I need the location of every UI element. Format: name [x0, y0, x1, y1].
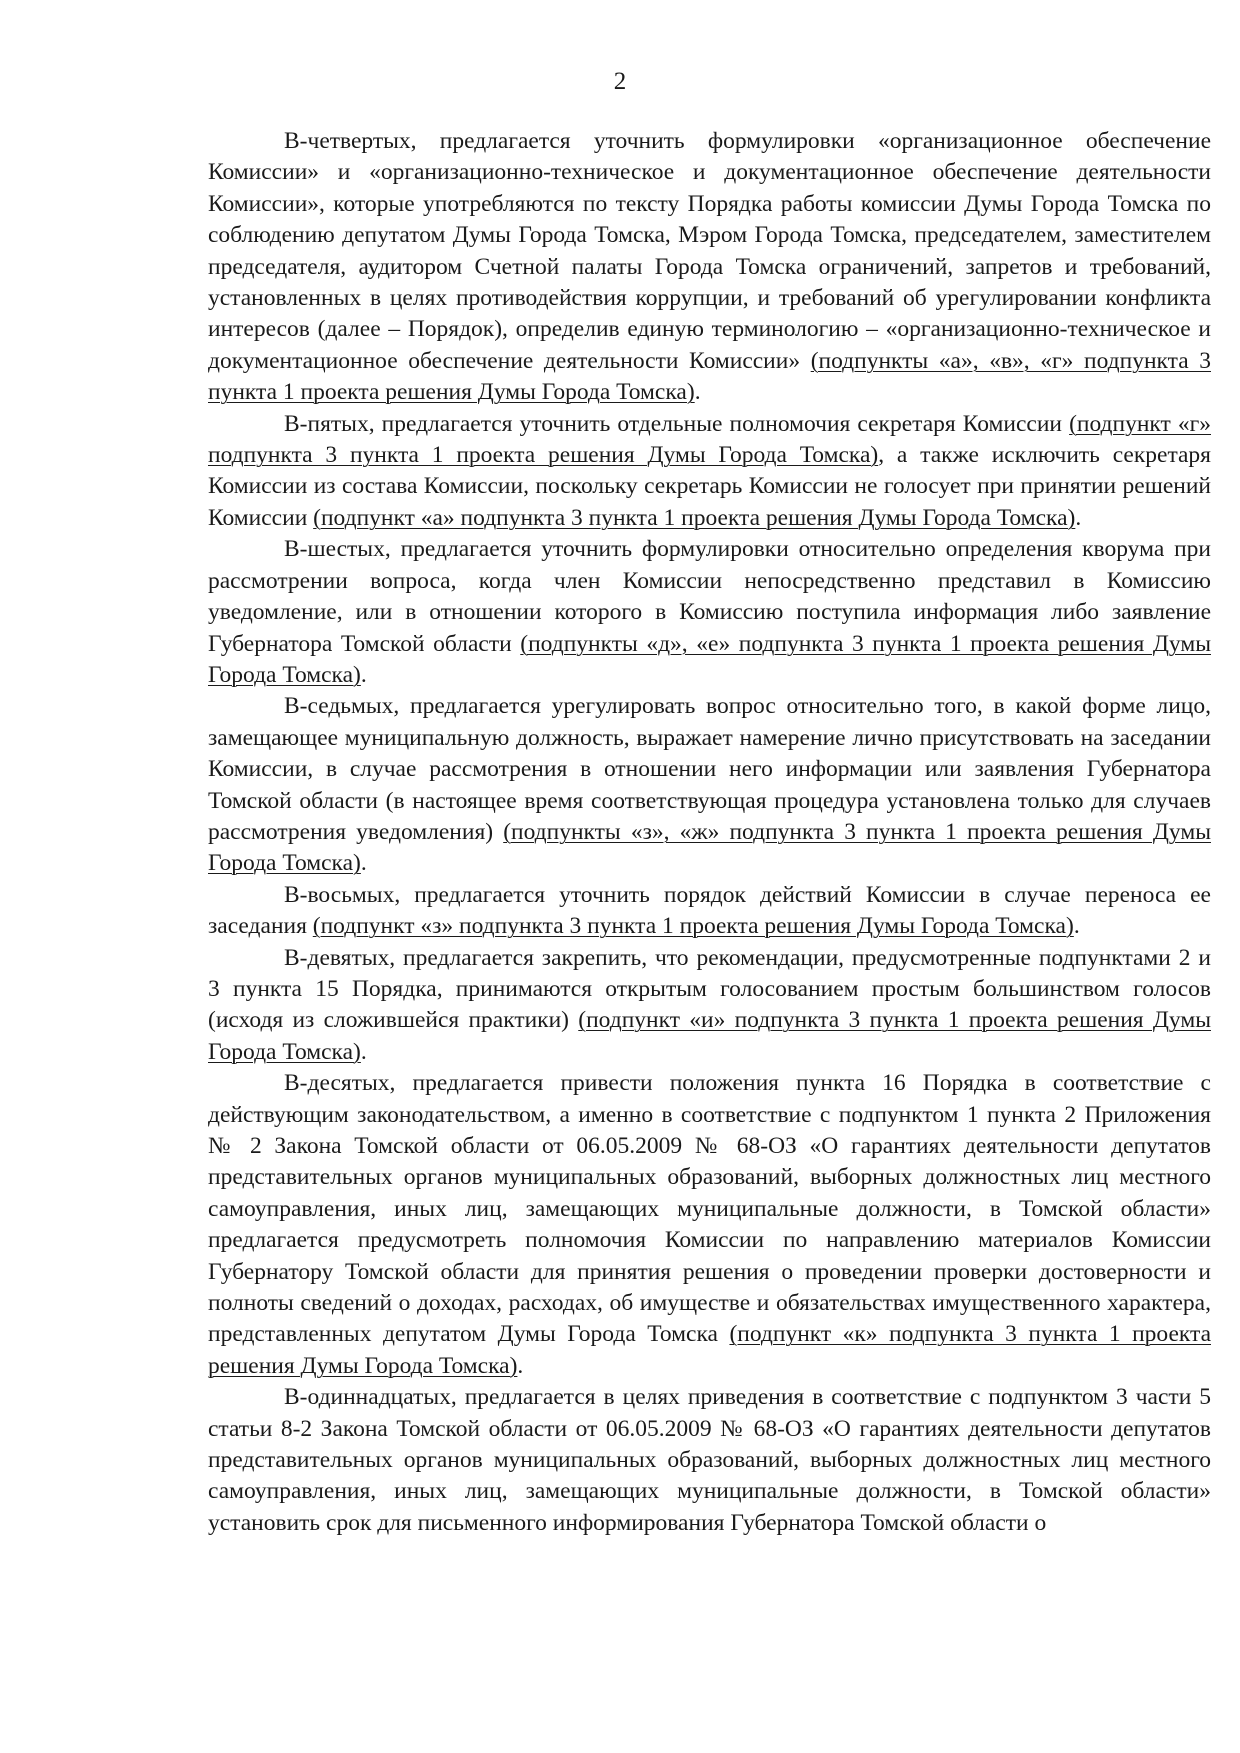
paragraph-text: В-пятых, предлагается уточнить отдельные полномочия секретаря Комиссии [284, 410, 1070, 437]
paragraph-ninth [208, 943, 1211, 1069]
paragraph-tenth [208, 1068, 1211, 1382]
paragraph-eleventh [208, 1382, 1211, 1539]
paragraph-text: В-одиннадцатых, предлагается в целях приведения в соответствие с подпунктом 3 части 5 статьи 8-2 Закона Томской области от 06.05.2009 № 68-ОЗ «О гарантиях деятельности депутатов представительных органов муниципальных образований, выборных должностных лиц местного самоуправления, иных лиц, замещающих муниципальные должности, в Томской области» установить срок для письменного информирования Губернатора Томской области о [208, 1384, 1211, 1536]
paragraph-fourth [208, 126, 1211, 409]
reference-underlined: (подпункт «и» подпункта 3 пункта 1 проекта решения Думы Города Томска) [208, 1007, 1211, 1065]
paragraph-tail: . [360, 850, 367, 877]
paragraph-eighth [208, 880, 1211, 943]
reference-underlined: (подпункт «к» подпункта 3 пункта 1 проекта решения Думы Города Томска) [208, 1321, 1211, 1379]
paragraph-seventh [208, 691, 1211, 879]
paragraph-tail: . [694, 379, 701, 406]
document-body [208, 126, 1211, 1539]
page-number: 2 [613, 68, 627, 95]
reference-underlined: (подпункт «з» подпункта 3 пункта 1 проекта решения Думы Города Томска) [312, 913, 1074, 940]
reference-underlined: (подпункты «з», «ж» подпункта 3 пункта 1 проекта решения Думы Города Томска) [208, 818, 1211, 877]
paragraph-text: В-девятых, предлагается закрепить, что рекомендации, предусмотренные подпунктами 2 и 3 пункта 15 Порядка, принимаются открытым голосованием простым большинством голосов (исходя из сложившейся практики) [208, 944, 1211, 1034]
paragraph-text: В-седьмых, предлагается урегулировать вопрос относительно того, в какой форме лицо, замещающее муниципальную должность, выражает намерение лично присутствовать на заседании Комиссии, в случае рассмотрения в отношении него информации или заявления Губернатора Томской области (в настоящее время соответствующая процедура установлена только для случаев рассмотрения уведомления) [208, 693, 1211, 845]
paragraph-fifth [208, 409, 1211, 535]
reference-underlined: (подпункты «а», «в», «г» подпункта 3 пункта 1 проекта решения Думы Города Томска) [208, 347, 1211, 406]
reference-underlined: (подпункт «г» подпункта 3 пункта 1 проекта решения Думы Города Томска) [208, 410, 1211, 469]
paragraph-text: В-десятых, предлагается привести положения пункта 16 Порядка в соответствие с действующим законодательством, а именно в соответствие с подпунктом 1 пункта 2 Приложения № 2 Закона Томской области от 06.05.2009 № 68-ОЗ «О гарантиях деятельности депутатов представительных органов муниципальных образований, выборных должностных лиц местного самоуправления, иных лиц, замещающих муниципальные должности, в Томской области» предлагается предусмотреть полномочия Комиссии по направлению материалов Комиссии Губернатору Томской области для принятия решения о проведении проверки достоверности и полноты сведений о доходах, расходах, об имуществе и обязательствах имущественного характера, представленных депутатом Думы Города Томска [208, 1070, 1211, 1348]
paragraph-text: В-шестых, предлагается уточнить формулировки относительно определения кворума при рассмотрении вопроса, когда член Комиссии непосредственно представил в Комиссию уведомление, или в отношении которого в Комиссию поступила информация либо заявление Губернатора Томской области [208, 536, 1211, 657]
paragraph-tail: , а также исключить секретаря Комиссии из состава Комиссии, поскольку секретарь Комиссии не голосует при принятии решений Комиссии [208, 442, 1211, 531]
paragraph-tail: . [517, 1352, 524, 1379]
paragraph-tail: . [360, 661, 367, 688]
paragraph-sixth [208, 534, 1211, 691]
paragraph-tail: . [360, 1038, 367, 1065]
paragraph-tail: . [1073, 913, 1080, 940]
reference-underlined-second: (подпункт «а» подпункта 3 пункта 1 проекта решения Думы Города Томска) [313, 504, 1076, 531]
paragraph-text: В-четвертых, предлагается уточнить формулировки «организационное обеспечение Комиссии» и «организационно-техническое и документационное обеспечение деятельности Комиссии», которые употребляются по тексту Порядка работы комиссии Думы Города Томска по соблюдению депутатом Думы Города Томска, Мэром Города Томска, председателем, заместителем председателя, аудитором Счетной палаты Города Томска ограничений, запретов и требований, установленных в целях противодействия коррупции, и требований об урегулировании конфликта интересов (далее – Порядок), определив единую терминологию – «организационно-техническое и документационное обеспечение деятельности Комиссии» [208, 128, 1211, 374]
paragraph-tail-second: . [1075, 504, 1082, 531]
paragraph-text: В-восьмых, предлагается уточнить порядок действий Комиссии в случае переноса ее заседания [208, 881, 1211, 940]
reference-underlined: (подпункты «д», «е» подпункта 3 пункта 1 проекта решения Думы Города Томска) [208, 630, 1211, 688]
